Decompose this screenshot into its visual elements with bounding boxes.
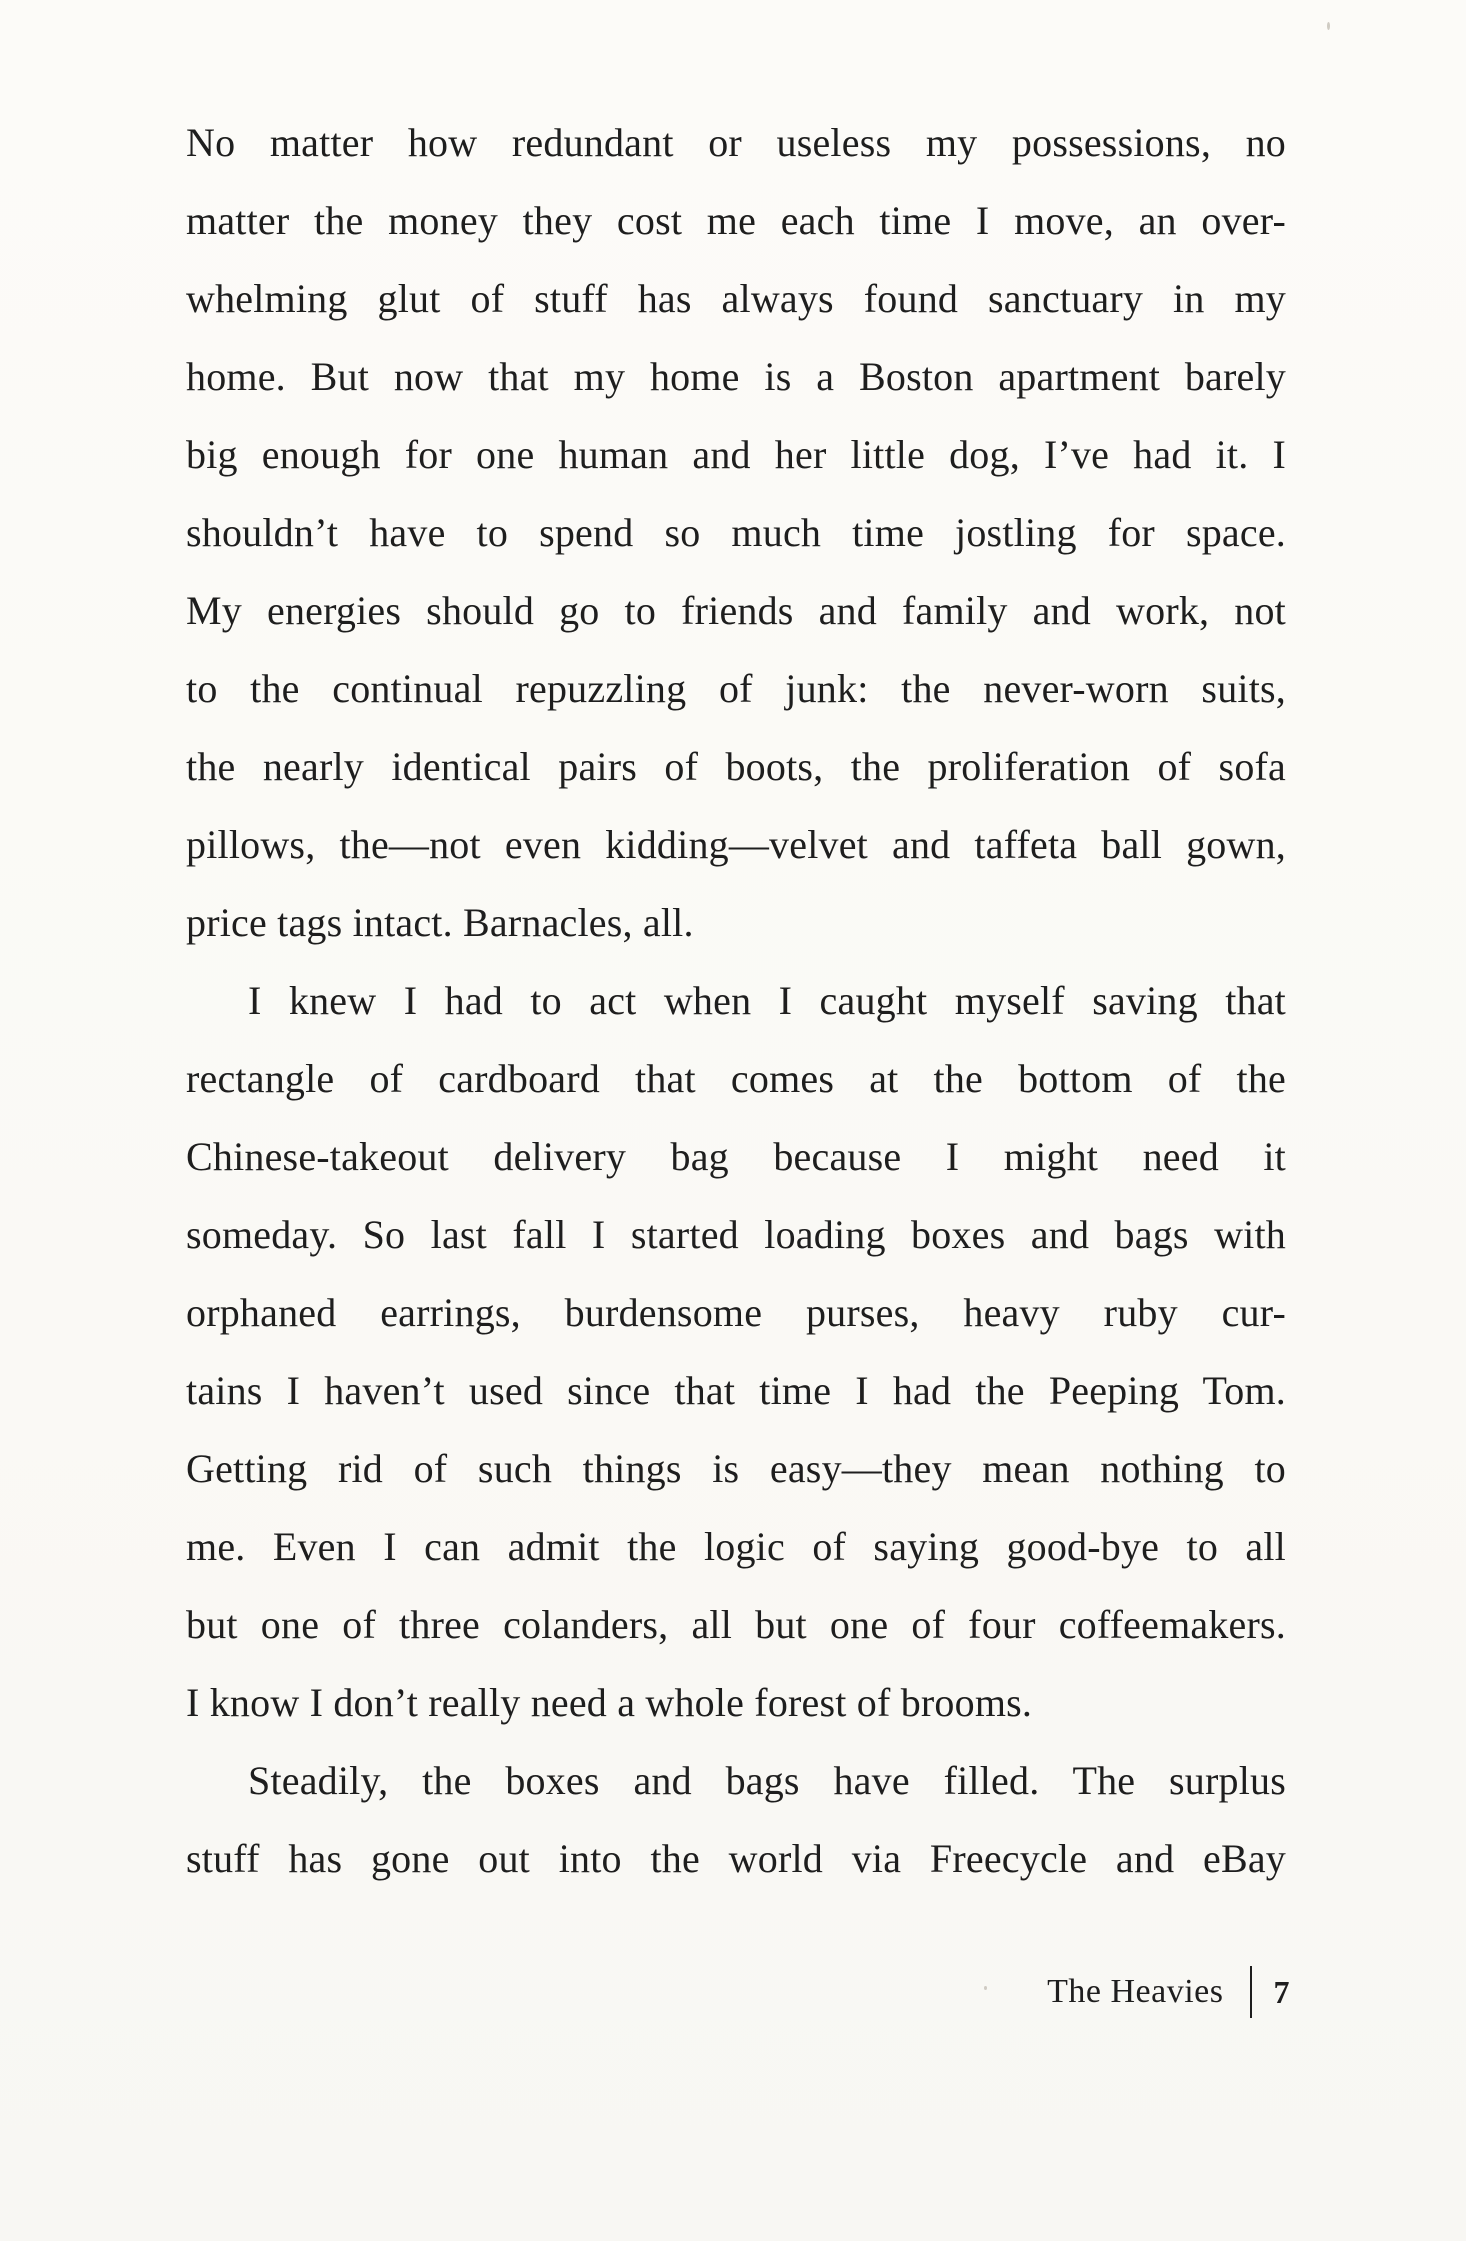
text-line: home. But now that my home is a Boston apartment barely — [186, 354, 1286, 399]
text-line: tains I haven’t used since that time I had the Peeping Tom. — [186, 1368, 1286, 1413]
paper-speck — [984, 1986, 987, 1990]
text-line: My energies should go to friends and family and work, not — [186, 588, 1286, 633]
paper-speck — [1327, 22, 1330, 30]
text-line: someday. So last fall I started loading boxes and bags with — [186, 1212, 1286, 1257]
text-line: No matter how redundant or useless my possessions, no — [186, 120, 1286, 165]
text-line: orphaned earrings, burdensome purses, heavy ruby cur- — [186, 1290, 1286, 1335]
text-line: price tags intact. Barnacles, all. — [186, 900, 694, 945]
text-line: Chinese-takeout delivery bag because I might need it — [186, 1134, 1286, 1179]
paragraph-3 — [186, 1750, 1286, 1906]
running-title: The Heavies — [1047, 1973, 1224, 2010]
text-line: stuff has gone out into the world via Freecycle and eBay — [186, 1836, 1286, 1881]
text-line: whelming glut of stuff has always found sanctuary in my — [186, 276, 1286, 321]
text-line: me. Even I can admit the logic of saying good-bye to all — [186, 1524, 1286, 1569]
text-line: I knew I had to act when I caught myself saving that — [248, 978, 1286, 1023]
text-line: I know I don’t really need a whole forest of brooms. — [186, 1680, 1033, 1725]
paragraph-1 — [186, 112, 1286, 970]
paragraph-2 — [186, 970, 1286, 1750]
text-line: the nearly identical pairs of boots, the proliferation of sofa — [186, 744, 1286, 789]
body-text — [186, 112, 1286, 1906]
text-line: big enough for one human and her little dog, I’ve had it. I — [186, 432, 1286, 477]
text-line: shouldn’t have to spend so much time jostling for space. — [186, 510, 1286, 555]
text-line: Steadily, the boxes and bags have filled. The surplus — [248, 1758, 1286, 1803]
page-footer — [1047, 1964, 1290, 2020]
text-line: rectangle of cardboard that comes at the bottom of the — [186, 1056, 1286, 1101]
page-number: 7 — [1273, 1973, 1290, 2010]
text-line: pillows, the—not even kidding—velvet and taffeta ball gown, — [186, 822, 1286, 867]
text-line: to the continual repuzzling of junk: the never-worn suits, — [186, 666, 1286, 711]
text-line: matter the money they cost me each time I move, an over- — [186, 198, 1286, 243]
text-line: Getting rid of such things is easy—they mean nothing to — [186, 1446, 1286, 1491]
text-line: but one of three colanders, all but one of four coffeemakers. — [186, 1602, 1286, 1647]
footer-divider — [1250, 1966, 1252, 2018]
